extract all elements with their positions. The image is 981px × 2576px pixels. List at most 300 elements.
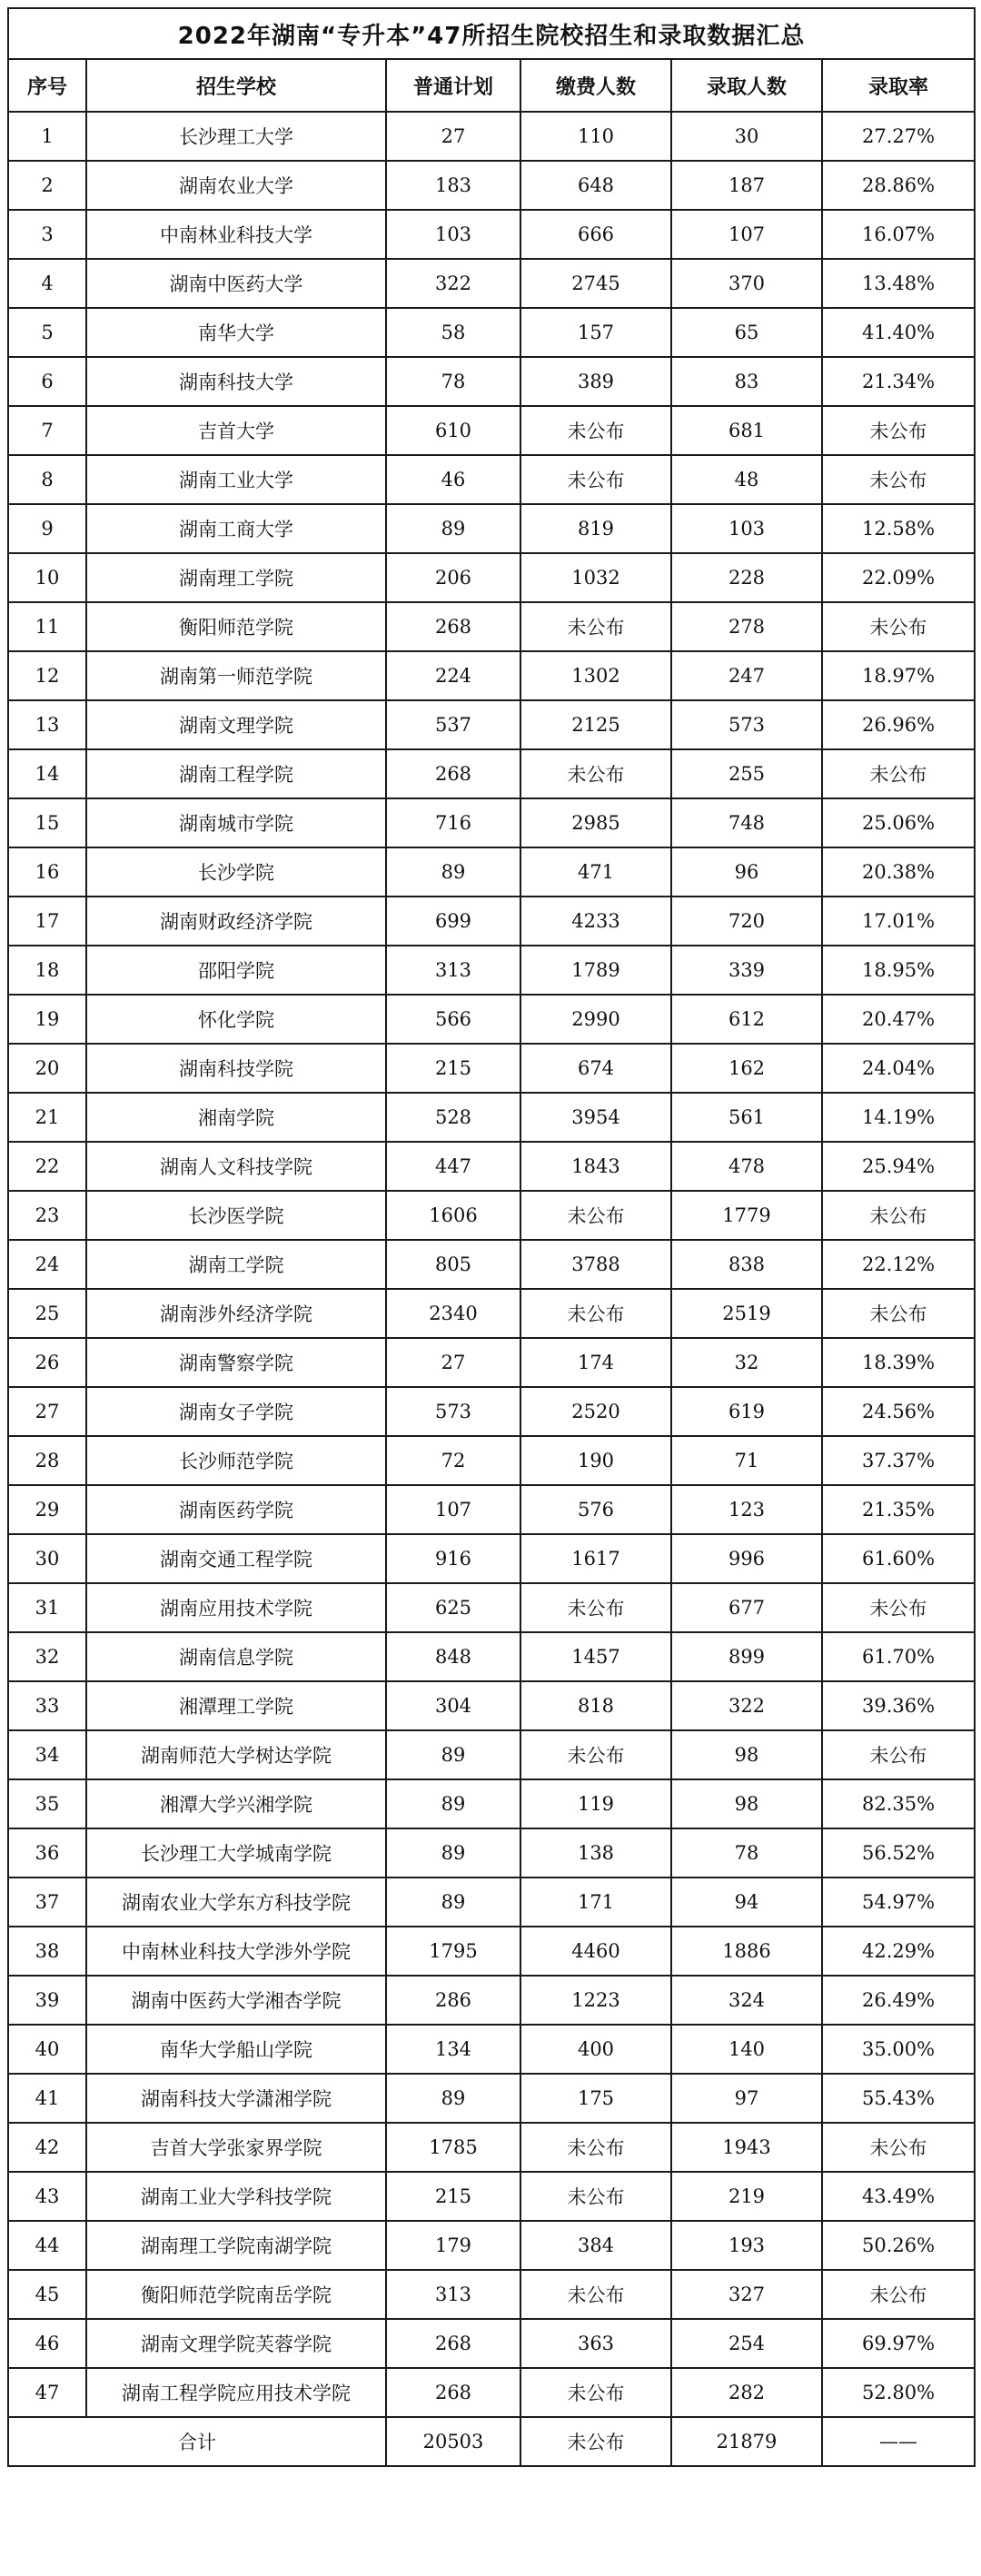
index-cell: 13 xyxy=(8,700,86,749)
index-cell: 4 xyxy=(8,259,86,308)
plan-cell: 1795 xyxy=(386,1927,520,1976)
admitted-cell: 324 xyxy=(671,1976,822,2025)
admitted-cell: 48 xyxy=(671,455,822,504)
index-cell: 39 xyxy=(8,1976,86,2025)
plan-cell: 215 xyxy=(386,2172,520,2221)
school-cell: 湖南中医药大学湘杏学院 xyxy=(86,1976,386,2025)
index-cell: 14 xyxy=(8,749,86,798)
paid-cell: 4460 xyxy=(520,1927,671,1976)
school-cell: 湖南理工学院 xyxy=(86,553,386,602)
plan-cell: 1606 xyxy=(386,1191,520,1240)
paid-cell: 1302 xyxy=(520,651,671,700)
rate-cell: 未公布 xyxy=(822,1289,975,1338)
paid-cell: 175 xyxy=(520,2074,671,2123)
plan-cell: 268 xyxy=(386,2368,520,2417)
school-cell: 湖南师范大学树达学院 xyxy=(86,1730,386,1779)
header-index: 序号 xyxy=(8,59,86,112)
school-cell: 湖南涉外经济学院 xyxy=(86,1289,386,1338)
rate-cell: 39.36% xyxy=(822,1681,975,1730)
plan-cell: 206 xyxy=(386,553,520,602)
table-row xyxy=(8,553,975,602)
paid-cell: 576 xyxy=(520,1485,671,1534)
school-cell: 湖南工程学院 xyxy=(86,749,386,798)
admitted-cell: 278 xyxy=(671,602,822,651)
plan-cell: 313 xyxy=(386,946,520,995)
rate-cell: 未公布 xyxy=(822,1730,975,1779)
admitted-cell: 228 xyxy=(671,553,822,602)
table-row xyxy=(8,1681,975,1730)
school-cell: 怀化学院 xyxy=(86,995,386,1044)
index-cell: 36 xyxy=(8,1828,86,1878)
index-cell: 34 xyxy=(8,1730,86,1779)
plan-cell: 573 xyxy=(386,1387,520,1436)
paid-cell: 2745 xyxy=(520,259,671,308)
index-cell: 20 xyxy=(8,1044,86,1093)
plan-cell: 1785 xyxy=(386,2123,520,2172)
admitted-cell: 96 xyxy=(671,847,822,897)
rate-cell: 42.29% xyxy=(822,1927,975,1976)
school-cell: 湘潭大学兴湘学院 xyxy=(86,1779,386,1828)
rate-cell: 25.06% xyxy=(822,798,975,847)
plan-cell: 27 xyxy=(386,112,520,161)
rate-cell: 未公布 xyxy=(822,2123,975,2172)
index-cell: 44 xyxy=(8,2221,86,2270)
plan-cell: 916 xyxy=(386,1534,520,1583)
school-cell: 湖南中医药大学 xyxy=(86,259,386,308)
school-cell: 湖南人文科技学院 xyxy=(86,1142,386,1191)
school-cell: 湖南工业大学 xyxy=(86,455,386,504)
header-rate: 录取率 xyxy=(822,59,975,112)
table-row xyxy=(8,897,975,946)
school-cell: 湖南工业大学科技学院 xyxy=(86,2172,386,2221)
plan-cell: 89 xyxy=(386,1878,520,1927)
index-cell: 16 xyxy=(8,847,86,897)
rate-cell: 37.37% xyxy=(822,1436,975,1485)
index-cell: 26 xyxy=(8,1338,86,1387)
rate-cell: 54.97% xyxy=(822,1878,975,1927)
school-cell: 湖南农业大学东方科技学院 xyxy=(86,1878,386,1927)
paid-cell: 389 xyxy=(520,357,671,406)
admitted-cell: 32 xyxy=(671,1338,822,1387)
total-rate: —— xyxy=(822,2417,975,2466)
plan-cell: 89 xyxy=(386,847,520,897)
table-row xyxy=(8,847,975,897)
table-row xyxy=(8,1240,975,1289)
rate-cell: 未公布 xyxy=(822,1191,975,1240)
admitted-cell: 339 xyxy=(671,946,822,995)
paid-cell: 674 xyxy=(520,1044,671,1093)
school-cell: 长沙医学院 xyxy=(86,1191,386,1240)
admitted-cell: 107 xyxy=(671,210,822,259)
school-cell: 衡阳师范学院南岳学院 xyxy=(86,2270,386,2319)
rate-cell: 26.96% xyxy=(822,700,975,749)
rate-cell: 27.27% xyxy=(822,112,975,161)
plan-cell: 224 xyxy=(386,651,520,700)
table-row xyxy=(8,1142,975,1191)
header-row xyxy=(8,59,975,112)
paid-cell: 190 xyxy=(520,1436,671,1485)
index-cell: 22 xyxy=(8,1142,86,1191)
plan-cell: 89 xyxy=(386,2074,520,2123)
admitted-cell: 255 xyxy=(671,749,822,798)
paid-cell: 110 xyxy=(520,112,671,161)
table-row xyxy=(8,1044,975,1093)
table-row xyxy=(8,651,975,700)
total-paid: 未公布 xyxy=(520,2417,671,2466)
rate-cell: 50.26% xyxy=(822,2221,975,2270)
school-cell: 湖南女子学院 xyxy=(86,1387,386,1436)
paid-cell: 1617 xyxy=(520,1534,671,1583)
table-row xyxy=(8,112,975,161)
plan-cell: 322 xyxy=(386,259,520,308)
rate-cell: 未公布 xyxy=(822,2270,975,2319)
school-cell: 长沙理工大学城南学院 xyxy=(86,1828,386,1878)
admitted-cell: 282 xyxy=(671,2368,822,2417)
plan-cell: 89 xyxy=(386,1730,520,1779)
plan-cell: 805 xyxy=(386,1240,520,1289)
index-cell: 30 xyxy=(8,1534,86,1583)
title-row xyxy=(8,8,975,59)
school-cell: 南华大学船山学院 xyxy=(86,2025,386,2074)
rate-cell: 13.48% xyxy=(822,259,975,308)
admitted-cell: 78 xyxy=(671,1828,822,1878)
paid-cell: 未公布 xyxy=(520,2123,671,2172)
index-cell: 33 xyxy=(8,1681,86,1730)
index-cell: 6 xyxy=(8,357,86,406)
total-plan: 20503 xyxy=(386,2417,520,2466)
index-cell: 21 xyxy=(8,1093,86,1142)
table-row xyxy=(8,504,975,553)
admitted-cell: 254 xyxy=(671,2319,822,2368)
admitted-cell: 561 xyxy=(671,1093,822,1142)
admitted-cell: 2519 xyxy=(671,1289,822,1338)
rate-cell: 未公布 xyxy=(822,602,975,651)
paid-cell: 未公布 xyxy=(520,455,671,504)
table-title: 2022年湖南“专升本”47所招生院校招生和录取数据汇总 xyxy=(8,8,975,59)
plan-cell: 72 xyxy=(386,1436,520,1485)
paid-cell: 未公布 xyxy=(520,1730,671,1779)
rate-cell: 18.39% xyxy=(822,1338,975,1387)
table-row xyxy=(8,946,975,995)
plan-cell: 537 xyxy=(386,700,520,749)
school-cell: 长沙学院 xyxy=(86,847,386,897)
admitted-cell: 187 xyxy=(671,161,822,210)
rate-cell: 28.86% xyxy=(822,161,975,210)
index-cell: 28 xyxy=(8,1436,86,1485)
paid-cell: 2125 xyxy=(520,700,671,749)
school-cell: 湖南应用技术学院 xyxy=(86,1583,386,1632)
table-row xyxy=(8,1093,975,1142)
index-cell: 43 xyxy=(8,2172,86,2221)
admitted-cell: 140 xyxy=(671,2025,822,2074)
index-cell: 10 xyxy=(8,553,86,602)
rate-cell: 未公布 xyxy=(822,749,975,798)
school-cell: 湖南农业大学 xyxy=(86,161,386,210)
plan-cell: 103 xyxy=(386,210,520,259)
table-row xyxy=(8,2319,975,2368)
plan-cell: 528 xyxy=(386,1093,520,1142)
paid-cell: 1789 xyxy=(520,946,671,995)
table-row xyxy=(8,1289,975,1338)
school-cell: 衡阳师范学院 xyxy=(86,602,386,651)
admitted-cell: 123 xyxy=(671,1485,822,1534)
admitted-cell: 838 xyxy=(671,1240,822,1289)
school-cell: 湘潭理工学院 xyxy=(86,1681,386,1730)
plan-cell: 183 xyxy=(386,161,520,210)
plan-cell: 304 xyxy=(386,1681,520,1730)
index-cell: 41 xyxy=(8,2074,86,2123)
index-cell: 25 xyxy=(8,1289,86,1338)
school-cell: 邵阳学院 xyxy=(86,946,386,995)
rate-cell: 18.97% xyxy=(822,651,975,700)
plan-cell: 716 xyxy=(386,798,520,847)
table-row xyxy=(8,1534,975,1583)
table-row xyxy=(8,1485,975,1534)
plan-cell: 447 xyxy=(386,1142,520,1191)
rate-cell: 82.35% xyxy=(822,1779,975,1828)
header-paid: 缴费人数 xyxy=(520,59,671,112)
table-row xyxy=(8,357,975,406)
table-row xyxy=(8,1976,975,2025)
admitted-cell: 327 xyxy=(671,2270,822,2319)
rate-cell: 22.09% xyxy=(822,553,975,602)
plan-cell: 215 xyxy=(386,1044,520,1093)
paid-cell: 3954 xyxy=(520,1093,671,1142)
plan-cell: 610 xyxy=(386,406,520,455)
table-row xyxy=(8,259,975,308)
paid-cell: 未公布 xyxy=(520,2172,671,2221)
admitted-cell: 1886 xyxy=(671,1927,822,1976)
plan-cell: 46 xyxy=(386,455,520,504)
index-cell: 24 xyxy=(8,1240,86,1289)
school-cell: 湖南科技学院 xyxy=(86,1044,386,1093)
admitted-cell: 996 xyxy=(671,1534,822,1583)
index-cell: 7 xyxy=(8,406,86,455)
table-row xyxy=(8,2025,975,2074)
rate-cell: 24.04% xyxy=(822,1044,975,1093)
index-cell: 31 xyxy=(8,1583,86,1632)
rate-cell: 52.80% xyxy=(822,2368,975,2417)
paid-cell: 1223 xyxy=(520,1976,671,2025)
admitted-cell: 83 xyxy=(671,357,822,406)
index-cell: 37 xyxy=(8,1878,86,1927)
header-school: 招生学校 xyxy=(86,59,386,112)
index-cell: 29 xyxy=(8,1485,86,1534)
paid-cell: 174 xyxy=(520,1338,671,1387)
index-cell: 11 xyxy=(8,602,86,651)
index-cell: 17 xyxy=(8,897,86,946)
paid-cell: 2985 xyxy=(520,798,671,847)
plan-cell: 268 xyxy=(386,602,520,651)
table-row xyxy=(8,1632,975,1681)
index-cell: 18 xyxy=(8,946,86,995)
school-cell: 湖南工程学院应用技术学院 xyxy=(86,2368,386,2417)
paid-cell: 1843 xyxy=(520,1142,671,1191)
rate-cell: 43.49% xyxy=(822,2172,975,2221)
rate-cell: 24.56% xyxy=(822,1387,975,1436)
school-cell: 吉首大学 xyxy=(86,406,386,455)
admitted-cell: 619 xyxy=(671,1387,822,1436)
rate-cell: 21.35% xyxy=(822,1485,975,1534)
table-row xyxy=(8,406,975,455)
school-cell: 湖南财政经济学院 xyxy=(86,897,386,946)
table-row xyxy=(8,1338,975,1387)
school-cell: 湖南文理学院 xyxy=(86,700,386,749)
rate-cell: 20.38% xyxy=(822,847,975,897)
index-cell: 32 xyxy=(8,1632,86,1681)
paid-cell: 819 xyxy=(520,504,671,553)
school-cell: 南华大学 xyxy=(86,308,386,357)
paid-cell: 157 xyxy=(520,308,671,357)
school-cell: 湖南第一师范学院 xyxy=(86,651,386,700)
index-cell: 9 xyxy=(8,504,86,553)
school-cell: 湖南信息学院 xyxy=(86,1632,386,1681)
school-cell: 湖南科技大学潇湘学院 xyxy=(86,2074,386,2123)
table-row xyxy=(8,2074,975,2123)
index-cell: 38 xyxy=(8,1927,86,1976)
header-admitted: 录取人数 xyxy=(671,59,822,112)
admitted-cell: 1943 xyxy=(671,2123,822,2172)
paid-cell: 138 xyxy=(520,1828,671,1878)
paid-cell: 119 xyxy=(520,1779,671,1828)
table-row xyxy=(8,210,975,259)
rate-cell: 未公布 xyxy=(822,1583,975,1632)
paid-cell: 384 xyxy=(520,2221,671,2270)
school-cell: 湖南理工学院南湖学院 xyxy=(86,2221,386,2270)
school-cell: 湖南工商大学 xyxy=(86,504,386,553)
plan-cell: 107 xyxy=(386,1485,520,1534)
school-cell: 湖南工学院 xyxy=(86,1240,386,1289)
paid-cell: 未公布 xyxy=(520,1191,671,1240)
admitted-cell: 219 xyxy=(671,2172,822,2221)
table-row xyxy=(8,602,975,651)
plan-cell: 89 xyxy=(386,1779,520,1828)
index-cell: 12 xyxy=(8,651,86,700)
index-cell: 27 xyxy=(8,1387,86,1436)
table-row xyxy=(8,2270,975,2319)
rate-cell: 56.52% xyxy=(822,1828,975,1878)
admitted-cell: 94 xyxy=(671,1878,822,1927)
school-cell: 湘南学院 xyxy=(86,1093,386,1142)
plan-cell: 27 xyxy=(386,1338,520,1387)
table-row xyxy=(8,1927,975,1976)
total-admitted: 21879 xyxy=(671,2417,822,2466)
admitted-cell: 748 xyxy=(671,798,822,847)
paid-cell: 171 xyxy=(520,1878,671,1927)
admitted-cell: 30 xyxy=(671,112,822,161)
school-cell: 中南林业科技大学 xyxy=(86,210,386,259)
paid-cell: 648 xyxy=(520,161,671,210)
plan-cell: 89 xyxy=(386,1828,520,1878)
plan-cell: 848 xyxy=(386,1632,520,1681)
table-row xyxy=(8,2172,975,2221)
rate-cell: 未公布 xyxy=(822,406,975,455)
rate-cell: 12.58% xyxy=(822,504,975,553)
paid-cell: 2990 xyxy=(520,995,671,1044)
admitted-cell: 677 xyxy=(671,1583,822,1632)
index-cell: 5 xyxy=(8,308,86,357)
paid-cell: 未公布 xyxy=(520,2368,671,2417)
rate-cell: 18.95% xyxy=(822,946,975,995)
table-row xyxy=(8,1730,975,1779)
table-row xyxy=(8,700,975,749)
index-cell: 45 xyxy=(8,2270,86,2319)
plan-cell: 89 xyxy=(386,504,520,553)
index-cell: 35 xyxy=(8,1779,86,1828)
paid-cell: 471 xyxy=(520,847,671,897)
table-row xyxy=(8,749,975,798)
paid-cell: 363 xyxy=(520,2319,671,2368)
table-row xyxy=(8,2368,975,2417)
school-cell: 湖南文理学院芙蓉学院 xyxy=(86,2319,386,2368)
plan-cell: 286 xyxy=(386,1976,520,2025)
school-cell: 湖南医药学院 xyxy=(86,1485,386,1534)
admitted-cell: 98 xyxy=(671,1779,822,1828)
rate-cell: 25.94% xyxy=(822,1142,975,1191)
table-row xyxy=(8,1779,975,1828)
header-plan: 普通计划 xyxy=(386,59,520,112)
table-row xyxy=(8,455,975,504)
rate-cell: 55.43% xyxy=(822,2074,975,2123)
index-cell: 2 xyxy=(8,161,86,210)
table-row xyxy=(8,995,975,1044)
index-cell: 46 xyxy=(8,2319,86,2368)
rate-cell: 41.40% xyxy=(822,308,975,357)
plan-cell: 268 xyxy=(386,2319,520,2368)
admitted-cell: 193 xyxy=(671,2221,822,2270)
paid-cell: 400 xyxy=(520,2025,671,2074)
paid-cell: 1032 xyxy=(520,553,671,602)
rate-cell: 69.97% xyxy=(822,2319,975,2368)
admitted-cell: 247 xyxy=(671,651,822,700)
total-label: 合计 xyxy=(8,2417,386,2466)
paid-cell: 3788 xyxy=(520,1240,671,1289)
rate-cell: 16.07% xyxy=(822,210,975,259)
school-cell: 湖南城市学院 xyxy=(86,798,386,847)
rate-cell: 61.60% xyxy=(822,1534,975,1583)
admitted-cell: 71 xyxy=(671,1436,822,1485)
paid-cell: 未公布 xyxy=(520,1583,671,1632)
index-cell: 1 xyxy=(8,112,86,161)
table-row xyxy=(8,2221,975,2270)
admitted-cell: 65 xyxy=(671,308,822,357)
paid-cell: 未公布 xyxy=(520,2270,671,2319)
admitted-cell: 1779 xyxy=(671,1191,822,1240)
index-cell: 42 xyxy=(8,2123,86,2172)
index-cell: 23 xyxy=(8,1191,86,1240)
table-row xyxy=(8,1878,975,1927)
table-row xyxy=(8,308,975,357)
index-cell: 40 xyxy=(8,2025,86,2074)
paid-cell: 未公布 xyxy=(520,602,671,651)
admitted-cell: 899 xyxy=(671,1632,822,1681)
rate-cell: 61.70% xyxy=(822,1632,975,1681)
table-row xyxy=(8,798,975,847)
admitted-cell: 612 xyxy=(671,995,822,1044)
index-cell: 8 xyxy=(8,455,86,504)
table-row xyxy=(8,2123,975,2172)
index-cell: 19 xyxy=(8,995,86,1044)
paid-cell: 666 xyxy=(520,210,671,259)
paid-cell: 1457 xyxy=(520,1632,671,1681)
plan-cell: 58 xyxy=(386,308,520,357)
plan-cell: 78 xyxy=(386,357,520,406)
plan-cell: 313 xyxy=(386,2270,520,2319)
table-row xyxy=(8,161,975,210)
table-row xyxy=(8,1436,975,1485)
rate-cell: 22.12% xyxy=(822,1240,975,1289)
rate-cell: 17.01% xyxy=(822,897,975,946)
